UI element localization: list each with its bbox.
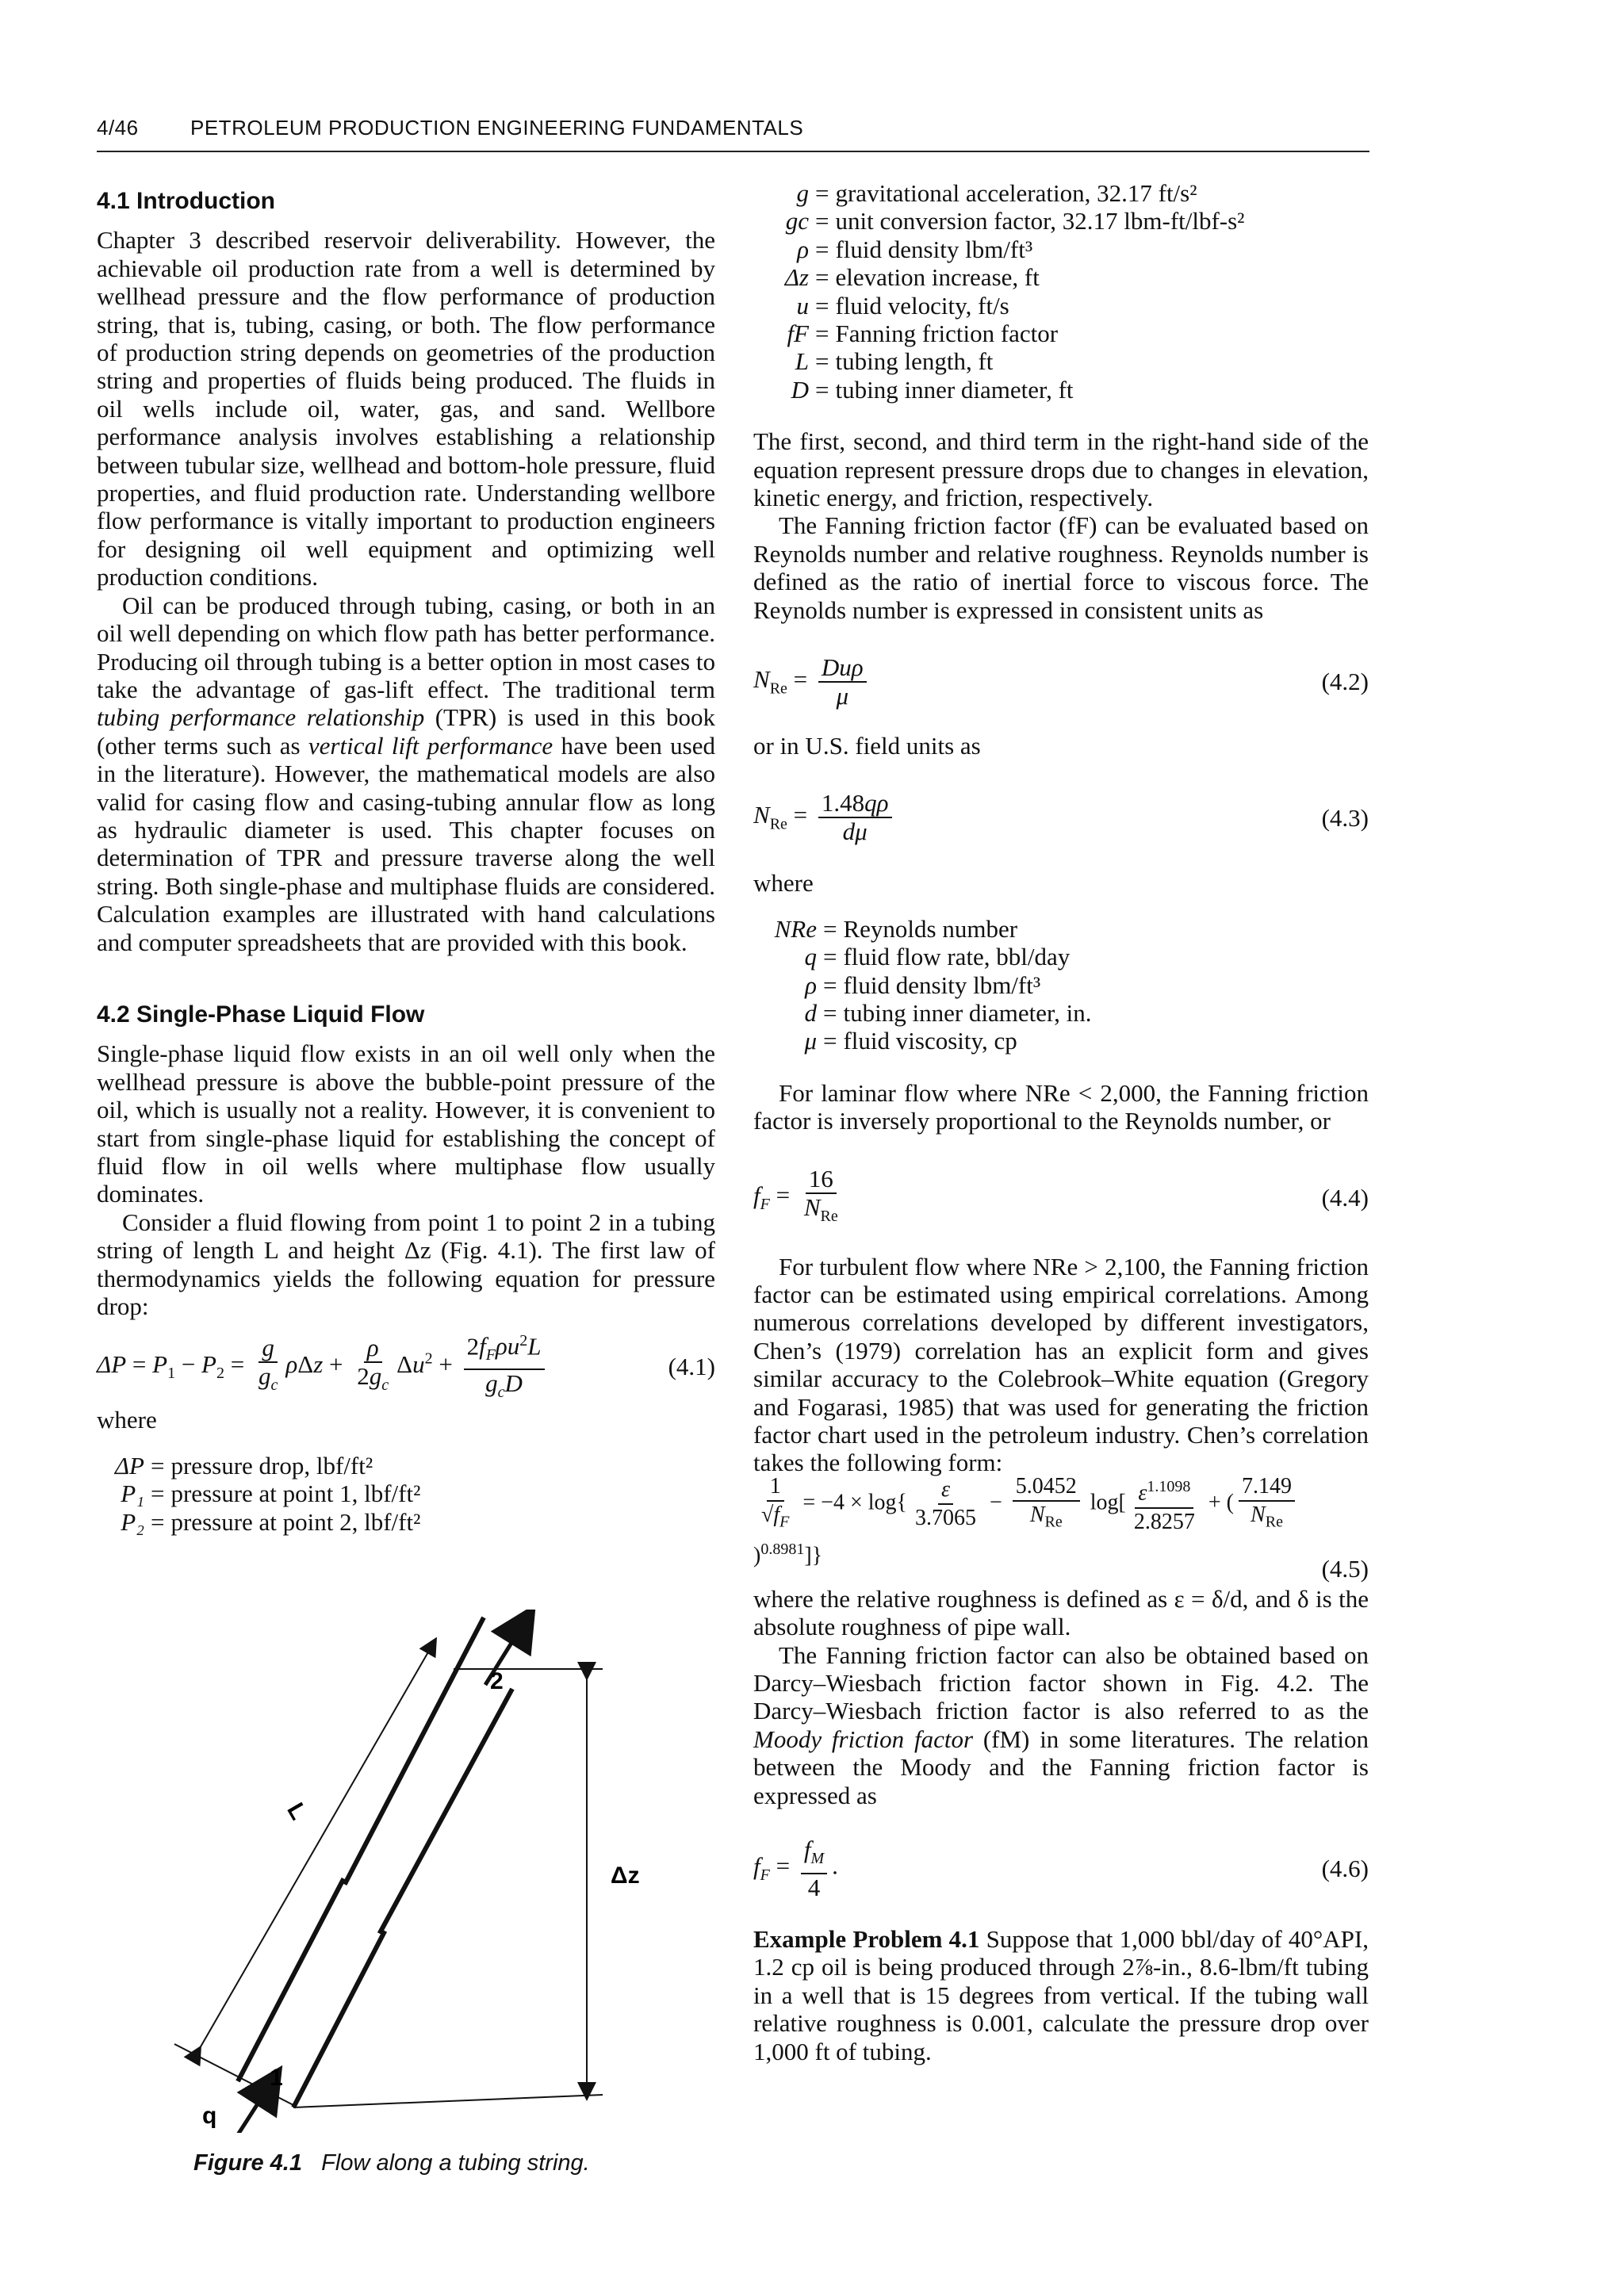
height-label: Δz — [611, 1862, 640, 1889]
text-run: (TPR) is used in this book (other terms such as — [97, 703, 715, 760]
definition-row: NRe = Reynolds number — [753, 915, 1369, 943]
figure-tubing-string — [159, 1610, 650, 2133]
emphasis-vlp: vertical lift performance — [308, 731, 553, 760]
symbol: P₂ — [121, 1507, 144, 1536]
definition: tubing length, ft — [835, 347, 994, 376]
definition-row: fF = Fanning friction factor — [753, 320, 1369, 347]
definition: Reynolds number — [843, 914, 1018, 943]
intro-paragraph-2 — [97, 591, 715, 956]
symbol: ΔP — [114, 1451, 144, 1480]
left-column — [97, 187, 715, 1560]
figure-caption — [193, 2150, 590, 2176]
right-paragraph-3: or in U.S. field units as — [753, 731, 981, 760]
equation-number: (4.2) — [1321, 668, 1369, 696]
symbol-definitions-reynolds — [753, 915, 1369, 1055]
book-title: PETROLEUM PRODUCTION ENGINEERING FUNDAMENTALS — [190, 116, 804, 140]
bottom-horizontal-line — [293, 2095, 603, 2107]
definition: fluid density lbm/ft³ — [835, 235, 1033, 263]
definition: elevation increase, ft — [835, 263, 1040, 292]
inflow-arrow — [234, 2085, 270, 2133]
header-rule — [97, 151, 1369, 152]
definition: fluid velocity, ft/s — [835, 291, 1009, 320]
length-label: L — [282, 1798, 312, 1824]
definition-row: P₁ = pressure at point 1, lbf/ft² — [97, 1480, 715, 1507]
definition: fluid viscosity, cp — [843, 1027, 1017, 1055]
symbol: ρ — [797, 235, 809, 263]
symbol: g — [796, 179, 809, 207]
definition: unit conversion factor, 32.17 lbm-ft/lbf-s² — [835, 207, 1245, 235]
definition-row: D = tubing inner diameter, ft — [753, 376, 1369, 404]
figure-caption-label: Figure 4.1 — [193, 2150, 302, 2176]
symbol: u — [796, 291, 809, 320]
definition-row: P₂ = pressure at point 2, lbf/ft² — [97, 1508, 715, 1536]
text-run: (fM) in some literatures. The relation between the Moody and the Fanning friction factor is expressed as — [753, 1725, 1369, 1809]
equation-4-5: $\frac{1}{√f_F}$ = −4 × log{ $\frac{\varepsilon}{3.7065}$ − $\frac{5.0452}{N_{Re}}$ log[ $\frac{\varepsilon^{1.1098}}{2.8257}$ + ( $\frac{7.149}{N_{Re}}$ )$^{0.8981}$]} — [753, 1488, 1369, 1555]
right-paragraph-6: where the relative roughness is defined as ε = δ/d, and δ is the absolute roughness of pipe wall. — [753, 1584, 1369, 1641]
figure-caption-text: Flow along a tubing string. — [321, 2150, 590, 2176]
equation-number: (4.3) — [1321, 803, 1369, 832]
symbol-definitions-right — [753, 179, 1369, 404]
where-label-right: where — [753, 869, 814, 898]
equation-4-3: $N_{Re}$ = $\frac{1.48q\rho}{d\mu}$ (4.3) — [753, 789, 1369, 846]
definition-row: ρ = fluid density lbm/ft³ — [753, 235, 1369, 263]
equation-number: (4.1) — [668, 1352, 715, 1380]
definition: pressure drop, lbf/ft² — [170, 1451, 373, 1480]
text-run: have been used in the literature). However, the mathematical models are also valid for casing flow and casing-tubing annular flow as long as hydraulic diameter is used. This chapter focuses on determination of TPR and pressure traverse along the well string. Both single-phase and multiphase fluids are considered. Calculation examples are illustrated with hand calculations and computer spreadsheets that are provided with this book. — [97, 731, 715, 956]
equation-4-4: $f_F$ = $\frac{16}{N_{Re}}$ (4.4) — [753, 1164, 1369, 1226]
right-paragraph-7 — [753, 1641, 1369, 1809]
right-column — [753, 179, 1369, 2065]
point-1-label: 1 — [270, 2065, 283, 2091]
definition-row: μ = fluid viscosity, cp — [753, 1027, 1369, 1055]
definition-row: L = tubing length, ft — [753, 347, 1369, 375]
definition: tubing inner diameter, in. — [843, 998, 1092, 1027]
equation-4-6: $f_F$ = $\frac{f_M}{4}$ . (4.6) — [753, 1836, 1369, 1901]
page-number: 4/46 — [97, 116, 139, 140]
definition: gravitational acceleration, 32.17 ft/s² — [835, 179, 1197, 207]
right-paragraph-2: The Fanning friction factor (fF) can be evaluated based on Reynolds number and relative roughness. Reynolds number is defined as the ratio of inertial force to viscous force. The Reynolds number is expressed in consistent units as — [753, 511, 1369, 624]
example-text: Suppose that 1,000 bbl/day of 40°API, 1.2 cp oil is being produced through 2⅞-in., 8.6-lbm/ft tubing in a well that is 15 degrees from vertical. If the tubing wall relative roughness is 0.001, calculate the pressure drop over 1,000 ft of tubing. — [753, 1925, 1369, 2065]
single-phase-paragraph-2: Consider a fluid flowing from point 1 to point 2 in a tubing string of length L and height Δz (Fig. 4.1). The first law of thermodynamics yields the following equation for pressure drop: — [97, 1208, 715, 1321]
example-problem — [753, 1925, 1369, 2065]
section-heading-introduction: 4.1 Introduction — [97, 188, 275, 214]
definition-row: u = fluid velocity, ft/s — [753, 292, 1369, 320]
symbol: d — [804, 998, 817, 1027]
single-phase-paragraph-1: Single-phase liquid flow exists in an oil well only when the wellhead pressure is above the bubble-point pressure of the oil, which is usually not a reality. However, it is convenient to start from single-phase liquid for establishing the concept of fluid flow in oil wells where multiphase flow usually dominates. — [97, 1039, 715, 1208]
definition-row: q = fluid flow rate, bbl/day — [753, 943, 1369, 970]
definition: fluid flow rate, bbl/day — [843, 943, 1071, 971]
definition-row: gc = unit conversion factor, 32.17 lbm-ft/lbf-s² — [753, 207, 1369, 235]
text-run: The Fanning friction factor can also be obtained based on Darcy–Wiesbach friction factor shown in Fig. 4.2. The Darcy–Wiesbach friction factor is also referred to as the — [753, 1640, 1369, 1725]
point-2-label: 2 — [490, 1668, 504, 1694]
definition-row: g = gravitational acceleration, 32.17 ft/s² — [753, 179, 1369, 207]
definition-row: Δz = elevation increase, ft — [753, 263, 1369, 291]
equation-4-5-number: (4.5) — [1321, 1554, 1369, 1583]
definition-row: ΔP = pressure drop, lbf/ft² — [97, 1452, 715, 1480]
where-label: where — [97, 1406, 157, 1434]
symbol: fF — [787, 319, 809, 347]
text-run: Oil can be produced through tubing, casing, or both in an oil well depending on which flow path has better performance. Producing oil through tubing is a better option in most cases to take the advantage of gas-lift effect. The traditional term — [97, 591, 715, 703]
definition: fluid density lbm/ft³ — [843, 970, 1041, 999]
symbol-definitions-left — [97, 1452, 715, 1536]
section-heading-single-phase: 4.2 Single-Phase Liquid Flow — [97, 1001, 425, 1028]
symbol: q — [804, 943, 817, 971]
symbol: gc — [785, 207, 809, 235]
symbol: NRe — [774, 914, 817, 943]
symbol: P₁ — [121, 1480, 144, 1508]
symbol: Δz — [784, 263, 809, 292]
symbol: μ — [804, 1027, 817, 1055]
equation-number: (4.4) — [1321, 1183, 1369, 1212]
flow-rate-label: q — [202, 2103, 217, 2129]
right-paragraph-4: For laminar flow where NRe < 2,000, the Fanning friction factor is inversely proportional to the Reynolds number, or — [753, 1078, 1369, 1135]
definition-row: d = tubing inner diameter, in. — [753, 999, 1369, 1027]
definition: pressure at point 2, lbf/ft² — [170, 1507, 421, 1536]
equation-4-2: $N_{Re}$ = $\frac{\text{Duρ}}{\mu}$ (4.2) — [753, 653, 1369, 710]
emphasis-tpr: tubing performance relationship — [97, 703, 425, 732]
emphasis-moody: Moody friction factor — [753, 1725, 974, 1753]
equation-number: (4.6) — [1321, 1855, 1369, 1883]
running-head — [97, 116, 1369, 140]
symbol: L — [795, 347, 809, 376]
equation-4-1: $\Delta P = P_1 - P_2$ = $\frac{g}{g_c}$ ρΔz + $\frac{\rho}{2g_c}$ $\Delta u^2$ + $\frac{2f_F\rho u^2L}{g_cD}$ (4.1) — [97, 1326, 715, 1406]
tubing-wall-right — [293, 1689, 512, 2107]
definition: tubing inner diameter, ft — [835, 375, 1074, 404]
tubing-wall-left — [238, 1617, 484, 2081]
definition: pressure at point 1, lbf/ft² — [170, 1480, 421, 1508]
symbol: ρ — [805, 970, 817, 999]
right-paragraph-1: The first, second, and third term in the right-hand side of the equation represent pressure drops due to changes in elevation, kinetic energy, and friction, respectively. — [753, 427, 1369, 511]
intro-paragraph-1: Chapter 3 described reservoir deliverability. However, the achievable oil production rate from a well is determined by wellhead pressure and the flow performance of production string, that is, tubing, casing, or both. The flow performance of production string depends on geometries of the production string and properties of fluids being produced. The fluids in oil wells include oil, water, gas, and sand. Wellbore performance analysis involves establishing a relationship between tubular size, wellhead and bottom-hole pressure, fluid properties, and fluid production rate. Understanding wellbore flow performance is vitally important to production engineers for designing oil well equipment and optimizing well production conditions. — [97, 226, 715, 591]
definition-row: ρ = fluid density lbm/ft³ — [753, 971, 1369, 999]
length-dimension-line — [197, 1645, 432, 2054]
right-paragraph-5: For turbulent flow where NRe > 2,100, the Fanning friction factor can be estimated using empirical correlations. Among numerous correlations developed by different investigators, Chen’s (1979) correlation has an explicit form and gives similar accuracy to the Colebrook–White equation (Gregory and Fogarasi, 1985) that was used for generating the friction factor chart used in the petroleum industry. Chen’s correlation takes the following form: — [753, 1252, 1369, 1477]
tubing-diagram — [159, 1610, 650, 2133]
definition: Fanning friction factor — [835, 319, 1059, 347]
symbol: D — [791, 375, 809, 404]
example-label: Example Problem 4.1 — [753, 1925, 980, 1954]
